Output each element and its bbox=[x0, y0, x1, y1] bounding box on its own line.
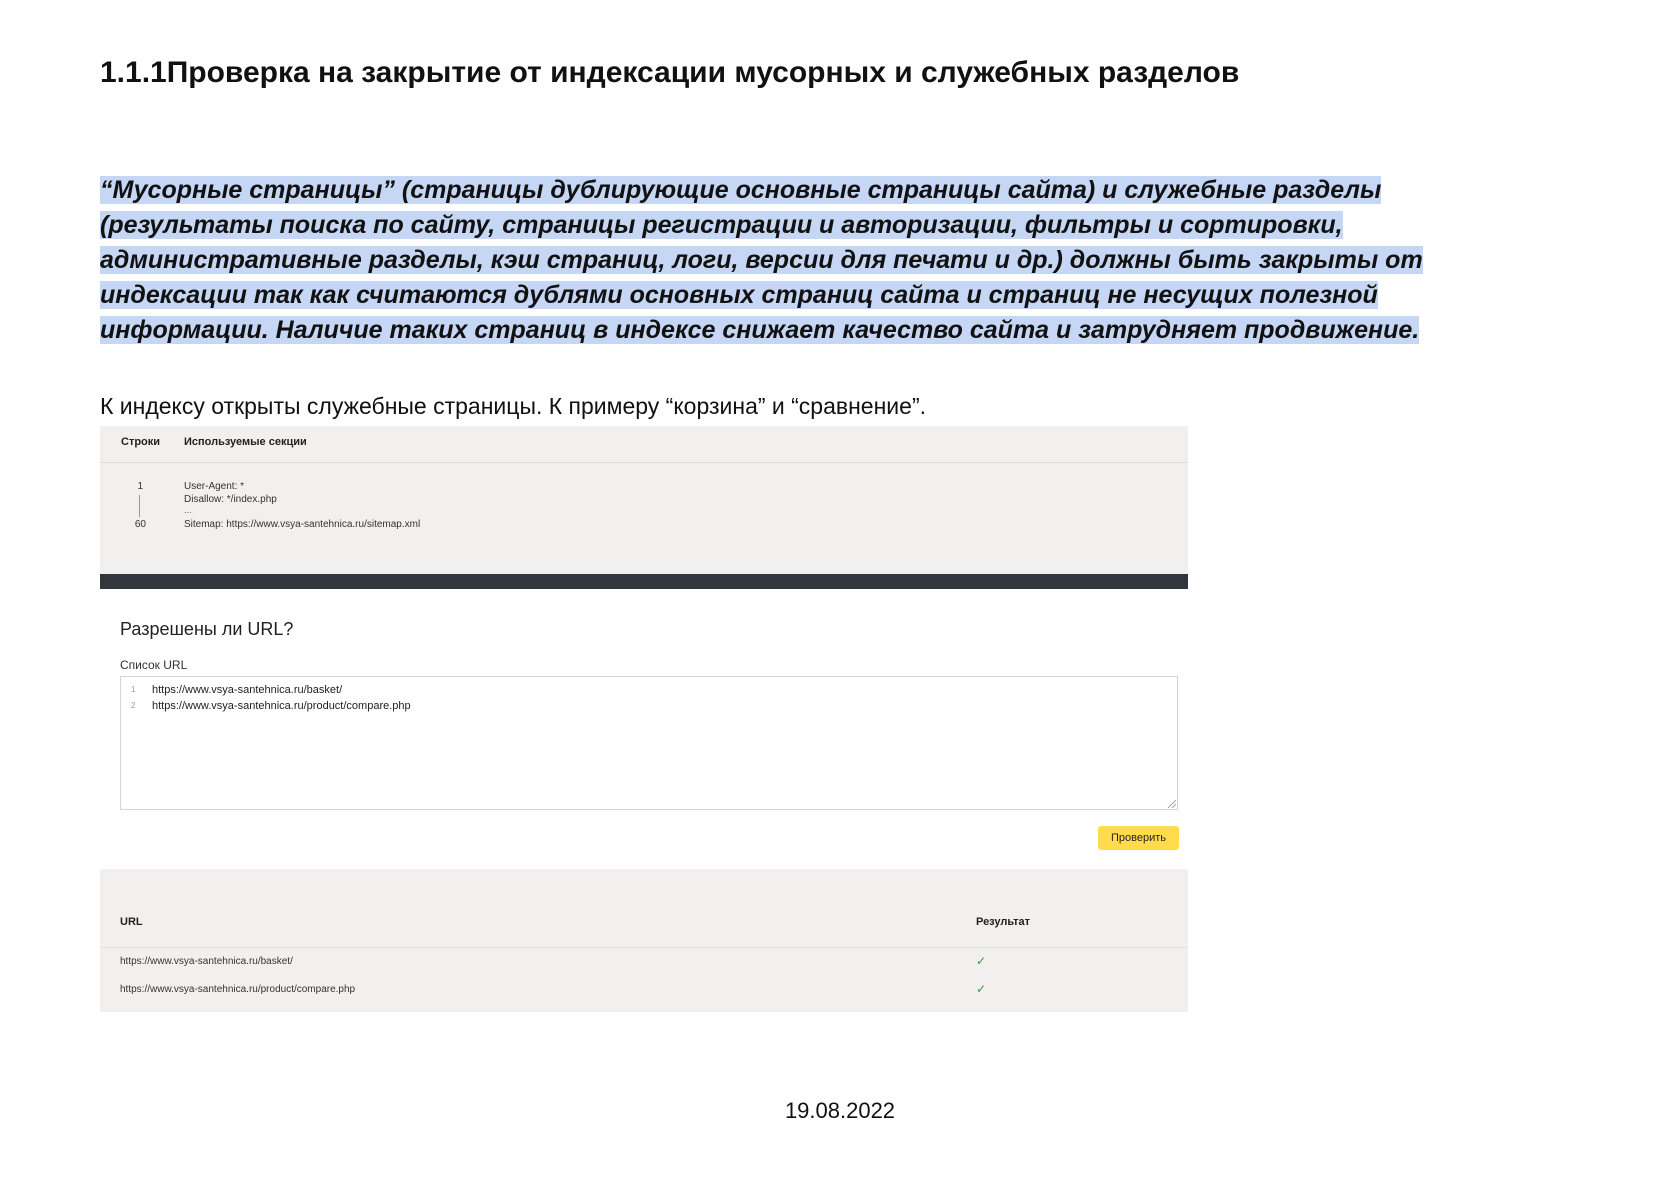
url-check-panel bbox=[100, 589, 1188, 869]
results-table-header bbox=[100, 869, 1188, 948]
line-number-start: 1 bbox=[137, 481, 143, 492]
column-sections-header: Используемые секции bbox=[184, 436, 307, 448]
table-row bbox=[100, 948, 1188, 976]
column-lines-header: Строки bbox=[121, 436, 161, 448]
check-button[interactable]: Проверить bbox=[1098, 826, 1179, 850]
checkmark-icon: ✓ bbox=[976, 982, 987, 996]
url-line-text: https://www.vsya-santehnica.ru/product/compare.php bbox=[152, 700, 411, 712]
table-row bbox=[100, 976, 1188, 1004]
robots-line: User-Agent: * bbox=[184, 481, 245, 492]
robots-sections-panel bbox=[100, 426, 1188, 574]
url-check-title: Разрешены ли URL? bbox=[120, 619, 294, 639]
robots-line: Sitemap: https://www.vsya-santehnica.ru/sitemap.xml bbox=[184, 519, 421, 530]
result-url: https://www.vsya-santehnica.ru/basket/ bbox=[120, 956, 293, 967]
robots-line: Disallow: */index.php bbox=[184, 494, 277, 505]
result-url: https://www.vsya-santehnica.ru/product/compare.php bbox=[120, 984, 356, 995]
highlighted-text: “Мусорные страницы” (страницы дублирующие основные страницы сайта) и служебные разделы (результаты поиска по сайту, страницы регистрации и авторизации, фильтры и сортировки, административные разделы, кэш страниц, логи, версии для печати и др.) должны быть закрыты от индексации так как считаются дублями основных страниц сайта и страниц не несущих полезной информации. Наличие таких страниц в индексе снижает качество сайта и затрудняет продвижение. bbox=[100, 176, 1423, 344]
divider-bar bbox=[100, 574, 1188, 589]
robots-table-header bbox=[100, 426, 1188, 463]
column-url-header: URL bbox=[120, 916, 143, 928]
url-line-number: 1 bbox=[131, 685, 136, 694]
caption-text: К индексу открыты служебные страницы. К примеру “корзина” и “сравнение”. bbox=[100, 393, 926, 419]
intro-paragraph bbox=[100, 173, 1500, 348]
resize-handle-icon[interactable] bbox=[1168, 800, 1176, 808]
line-range-connector bbox=[139, 495, 140, 517]
results-panel bbox=[100, 869, 1188, 1012]
url-line-text: https://www.vsya-santehnica.ru/basket/ bbox=[152, 684, 343, 696]
checkmark-icon: ✓ bbox=[976, 954, 987, 968]
url-list-label: Список URL bbox=[120, 658, 188, 672]
footer-date: 19.08.2022 bbox=[784, 1098, 896, 1123]
line-number-end: 60 bbox=[134, 519, 146, 530]
robots-line-ellipsis: ... bbox=[184, 505, 192, 515]
section-heading: 1.1.1Проверка на закрытие от индексации мусорных и служебных разделов bbox=[100, 56, 1240, 89]
url-list-textarea[interactable] bbox=[120, 676, 1178, 810]
column-result-header: Результат bbox=[976, 916, 1031, 928]
url-line-number: 2 bbox=[131, 701, 136, 710]
